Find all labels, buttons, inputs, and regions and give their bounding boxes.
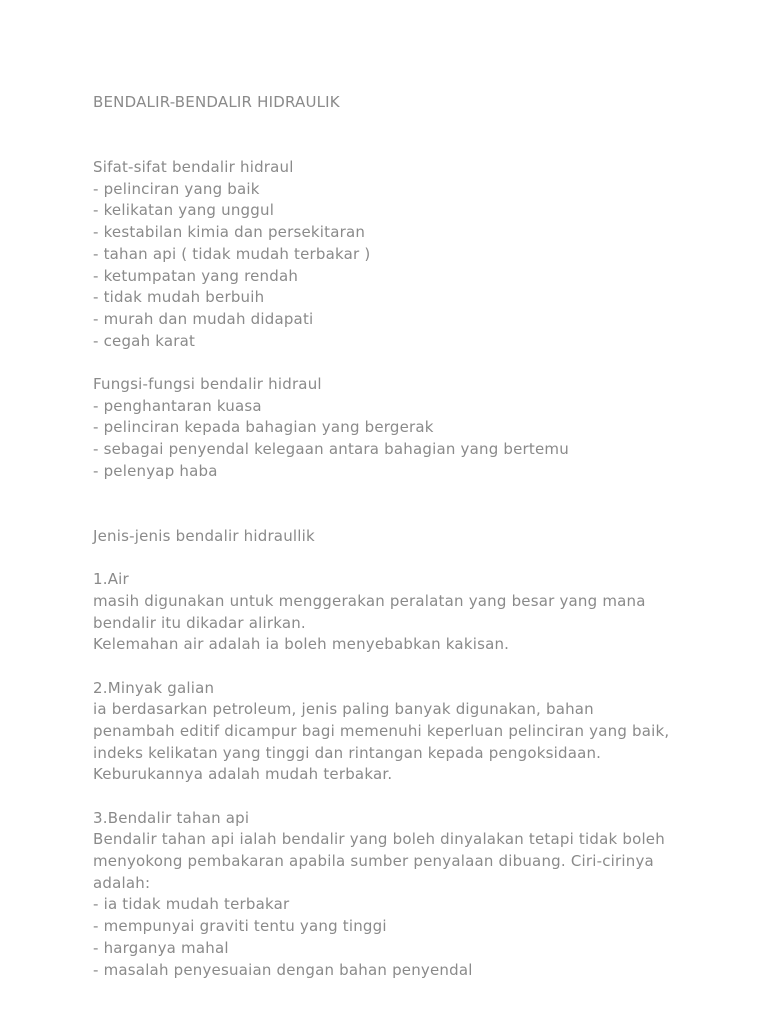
- spacer: [93, 656, 733, 678]
- sifat-item: - kelikatan yang unggul: [93, 201, 275, 220]
- spacer: [93, 482, 733, 525]
- air-line: Kelemahan air adalah ia boleh menyebabkan kakisan.: [93, 635, 510, 654]
- air-line: masih digunakan untuk menggerakan peralatan yang besar yang mana: [93, 591, 646, 610]
- sifat-item: - murah dan mudah didapati: [93, 309, 314, 328]
- minyak-line: Keburukannya adalah mudah terbakar.: [93, 765, 393, 784]
- tahan-api-line: adalah:: [93, 873, 151, 892]
- minyak-line: penambah editif dicampur bagi memenuhi keperluan pelinciran yang baik,: [93, 721, 670, 740]
- tahan-api-line: - harganya mahal: [93, 938, 229, 957]
- sifat-item: - kestabilan kimia dan persekitaran: [93, 223, 366, 242]
- sifat-heading: Sifat-sifat bendalir hidraul: [93, 158, 294, 177]
- fungsi-item: - sebagai penyendal kelegaan antara bahagian yang bertemu: [93, 440, 569, 459]
- document-title: BENDALIR-BENDALIR HIDRAULIK: [93, 93, 340, 111]
- tahan-api-line: menyokong pembakaran apabila sumber penyalaan dibuang. Ciri-cirinya: [93, 852, 654, 871]
- sifat-item: - ketumpatan yang rendah: [93, 266, 299, 285]
- tahan-api-line: - masalah penyesuaian dengan bahan penyendal: [93, 960, 473, 979]
- sifat-item: - tahan api ( tidak mudah terbakar ): [93, 244, 371, 263]
- spacer: [93, 786, 733, 808]
- tahan-api-heading: 3.Bendalir tahan api: [93, 808, 250, 827]
- fungsi-item: - pelinciran kepada bahagian yang bergerak: [93, 418, 434, 437]
- tahan-api-line: - ia tidak mudah terbakar: [93, 895, 290, 914]
- minyak-line: ia berdasarkan petroleum, jenis paling banyak digunakan, bahan: [93, 700, 594, 719]
- spacer: [93, 547, 733, 569]
- sifat-item: - pelinciran yang baik: [93, 179, 260, 198]
- fungsi-item: - penghantaran kuasa: [93, 396, 262, 415]
- fungsi-heading: Fungsi-fungsi bendalir hidraul: [93, 374, 322, 393]
- fungsi-item: - pelenyap haba: [93, 461, 218, 480]
- sifat-item: - cegah karat: [93, 331, 196, 350]
- spacer: [93, 352, 733, 374]
- air-line: bendalir itu dikadar alirkan.: [93, 613, 306, 632]
- minyak-line: indeks kelikatan yang tinggi dan rintangan kepada pengoksidaan.: [93, 743, 602, 762]
- minyak-heading: 2.Minyak galian: [93, 678, 215, 697]
- tahan-api-line: Bendalir tahan api ialah bendalir yang boleh dinyalakan tetapi tidak boleh: [93, 830, 665, 849]
- document-body: [93, 92, 733, 981]
- tahan-api-line: - mempunyai graviti tentu yang tinggi: [93, 917, 387, 936]
- spacer: [93, 114, 733, 157]
- air-heading: 1.Air: [93, 570, 129, 589]
- sifat-item: - tidak mudah berbuih: [93, 288, 265, 307]
- jenis-heading: Jenis-jenis bendalir hidraullik: [93, 526, 315, 545]
